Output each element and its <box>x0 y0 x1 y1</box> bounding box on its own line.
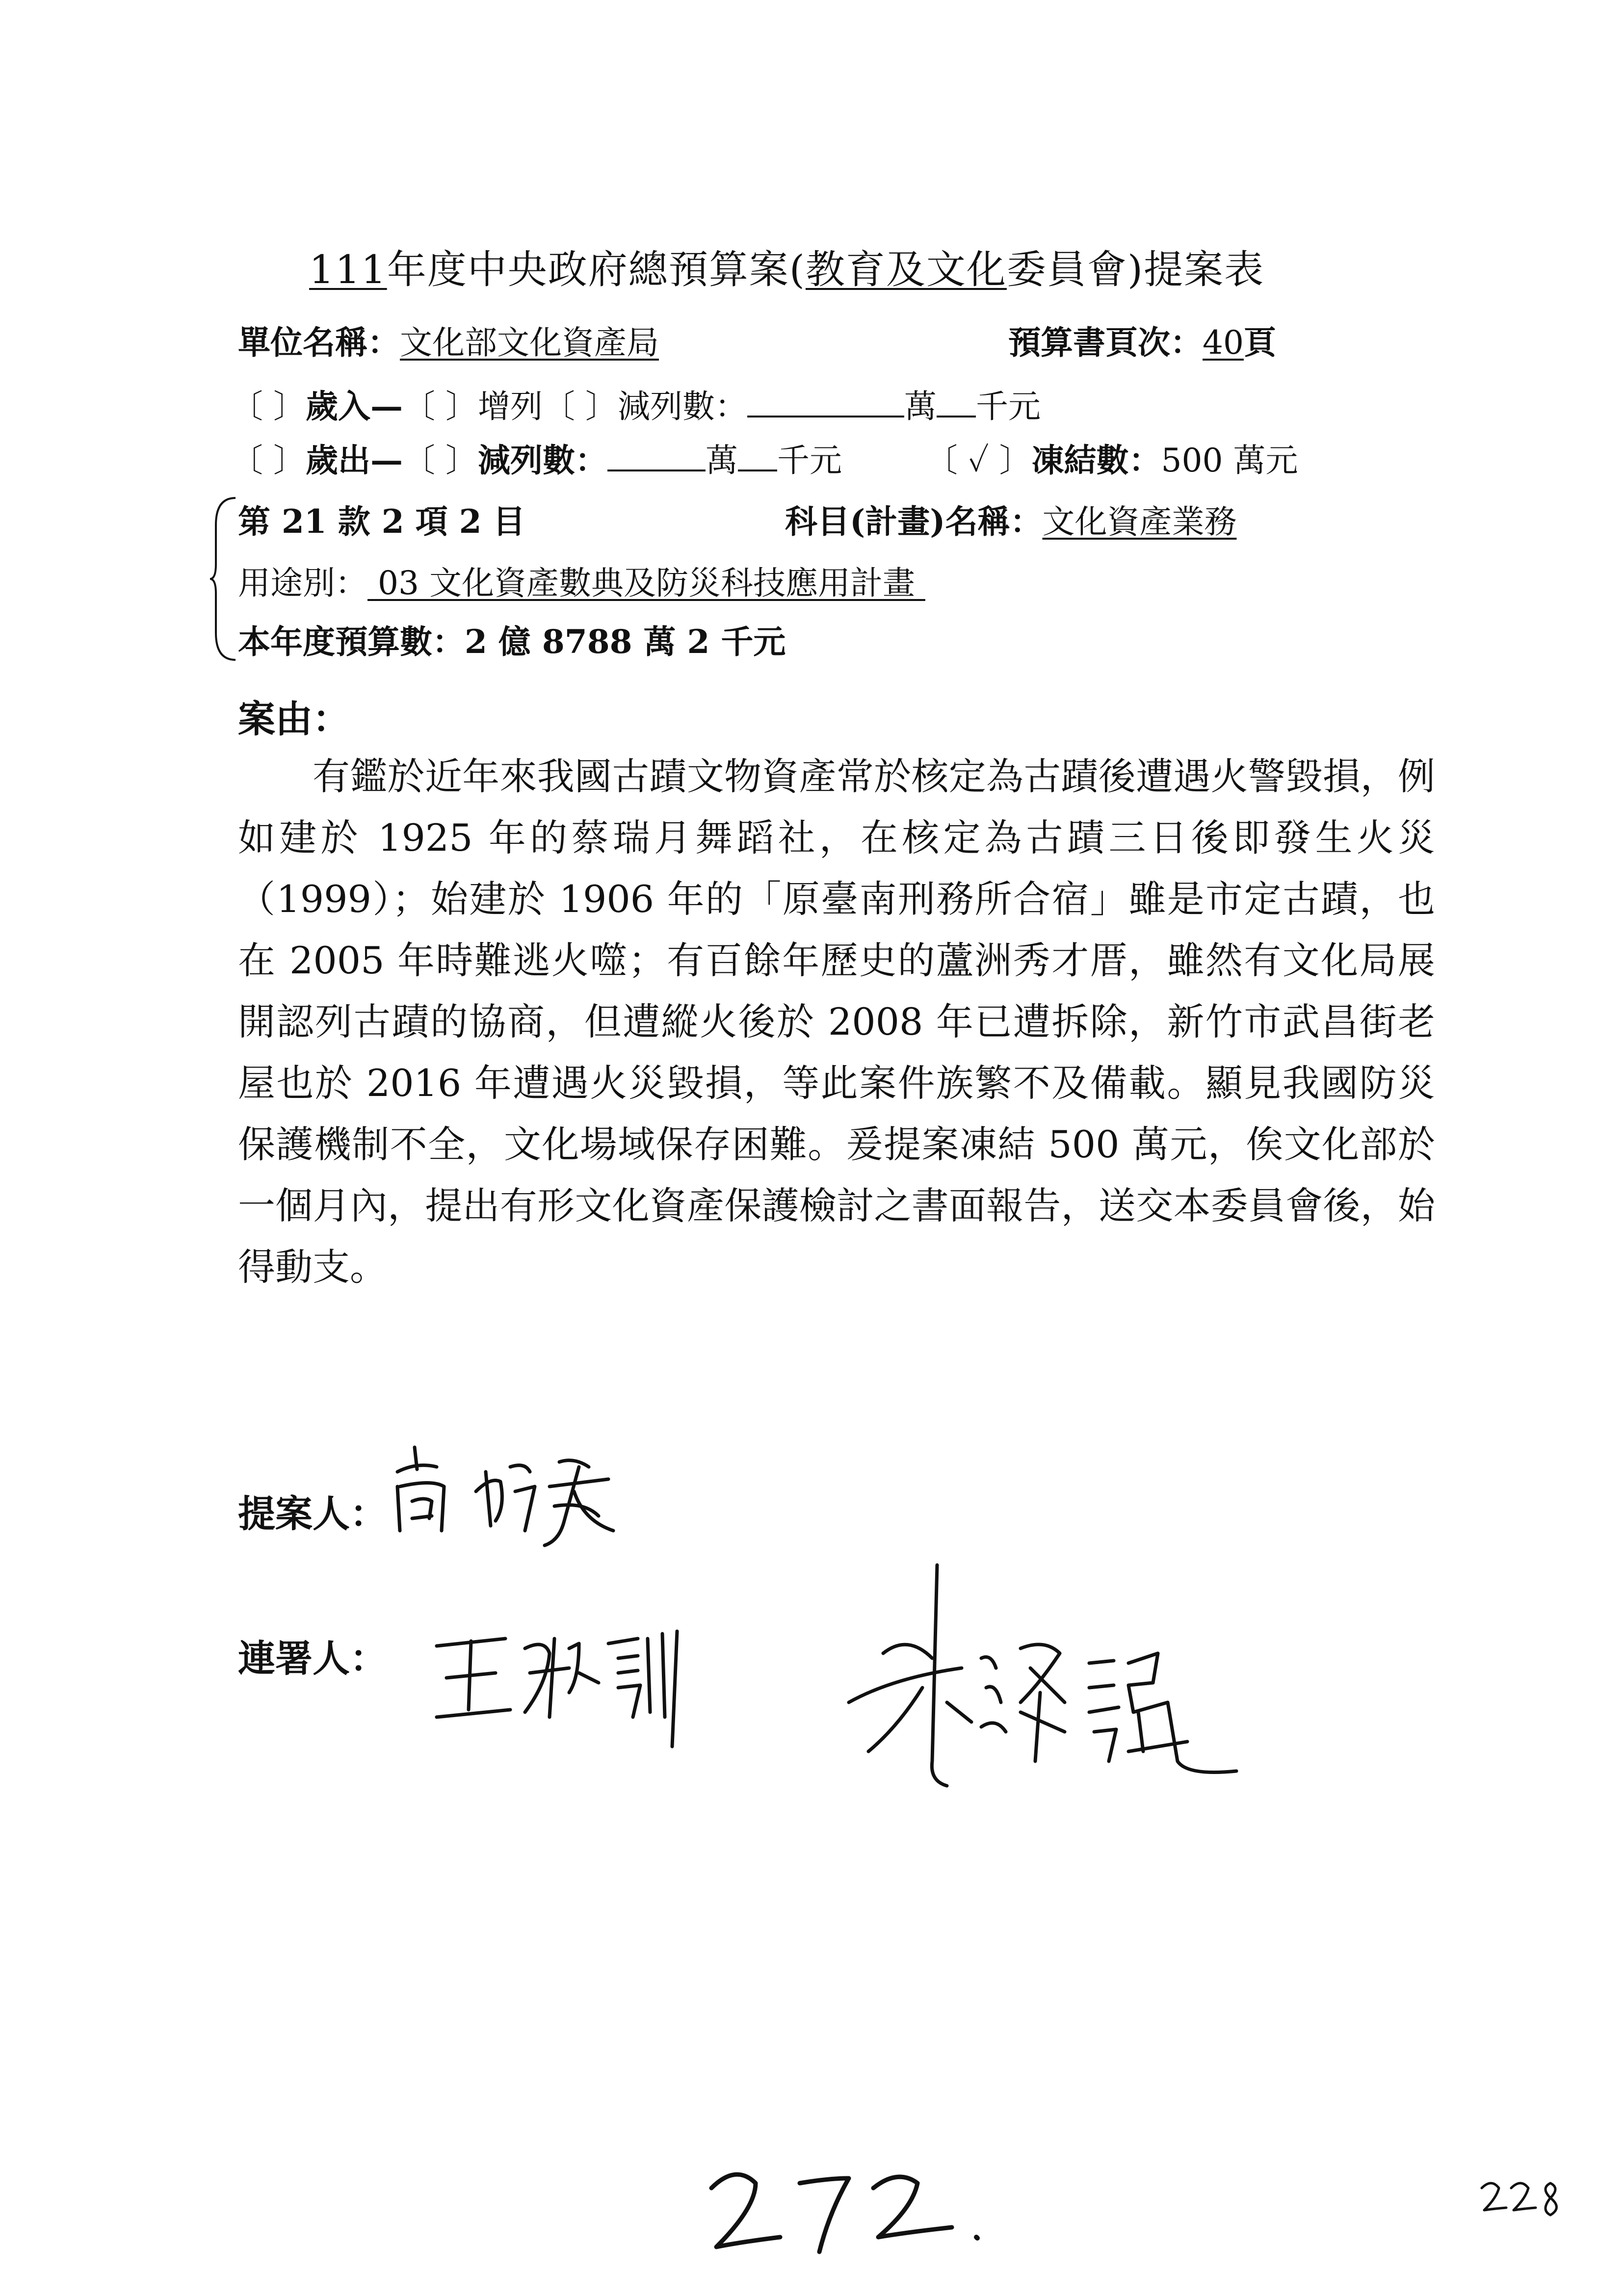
account-row <box>238 496 525 542</box>
title-year: 111 <box>309 247 387 292</box>
expense-wan-label: 萬 <box>705 442 738 479</box>
revenue-wan-blank <box>747 386 904 417</box>
page-ref-suffix: 頁 <box>1243 323 1276 362</box>
budget-label: 本年度預算數： <box>238 623 465 661</box>
expense-decrease-label: 減列數： <box>477 441 607 479</box>
purpose-row <box>238 557 925 603</box>
title-committee: 教育及文化 <box>805 247 1007 292</box>
page-ref-value: 40 <box>1203 324 1244 362</box>
revenue-row <box>231 380 1041 427</box>
cosigner-signature-1 <box>432 1619 707 1756</box>
proposer-label: 提案人： <box>238 1492 387 1536</box>
reason-text: 有鑑於近年來我國古蹟文物資產常於核定為古蹟後遭遇火警毀損，例如建於 1925 年的蔡瑞月舞蹈社，在核定為古蹟三日後即發生火災（1999）；始建於 1906 年的「原臺南刑務所合宿」雖是市定古蹟，也在 2005 年時難逃火噬；有百餘年歷史的蘆洲秀才厝，雖然有文化局展開認列古蹟的協商，但遭縱火後於 2008 年已遭拆除，新竹市武昌街老屋也於 2016 年遭遇火災毀損，等此案件族繁不及備載。顯見我國防災保護機制不全，文化場域保存困難。爰提案凍結 500 萬元，俟文化部於一個月內，提出有形文化資產保護檢討之書面報告，送交本委員會後，始得動支。 <box>238 755 1435 1289</box>
title-text-b: 委員會)提案表 <box>1006 247 1265 292</box>
unit-row <box>238 316 1276 363</box>
title-text-a: 年度中央政府總預算案( <box>387 247 806 292</box>
expense-qian-label: 千元 <box>777 442 842 479</box>
handwritten-page-number <box>702 2154 996 2271</box>
revenue-label: 歲入— <box>305 387 403 425</box>
purpose-label: 用途別： <box>238 564 367 602</box>
unit-label: 單位名稱： <box>238 323 400 362</box>
account-kuan: 第 21 款 2 項 2 目 <box>238 502 525 541</box>
subject-label: 科目(計畫)名稱： <box>785 502 1043 541</box>
revenue-increase-bracket: 〔 〕 <box>402 388 478 425</box>
subject-value: 文化資產業務 <box>1042 503 1237 541</box>
budget-value: 2 億 8788 萬 2 千元 <box>465 623 786 661</box>
expense-bracket: 〔 〕 <box>231 442 306 479</box>
expense-wan-blank <box>607 440 706 471</box>
page-ref-label: 預算書頁次： <box>1008 323 1203 362</box>
revenue-decrease-bracket: 〔 〕 <box>542 388 618 425</box>
expense-qian-blank <box>738 440 777 471</box>
freeze-value: 500 萬元 <box>1161 442 1298 479</box>
revenue-wan-label: 萬 <box>904 388 937 425</box>
expense-decrease-bracket: 〔 〕 <box>402 442 478 479</box>
unit-value: 文化部文化資產局 <box>400 324 659 362</box>
revenue-bracket: 〔 〕 <box>231 388 306 425</box>
budget-row <box>238 616 786 662</box>
revenue-increase-label: 增列 <box>477 388 543 425</box>
cosigner-signature-2 <box>834 1555 1251 1810</box>
subject-row <box>785 496 1236 542</box>
expense-row <box>231 434 1298 481</box>
freeze-label: 凍結數： <box>1031 441 1161 479</box>
purpose-value: 03 文化資產數典及防災科技應用計畫 <box>367 564 925 602</box>
revenue-decrease-label: 減列數： <box>617 388 747 425</box>
expense-label: 歲出— <box>305 441 403 479</box>
freeze-bracket: 〔 ✓ 〕 <box>925 442 1032 479</box>
revenue-qian-label: 千元 <box>975 388 1041 425</box>
page-title <box>309 238 1264 294</box>
revenue-qian-blank <box>937 386 976 417</box>
reason-label: 案由： <box>238 697 350 741</box>
proposer-signature <box>378 1433 653 1560</box>
handwritten-corner-number <box>1477 2168 1575 2227</box>
grouping-brace <box>209 496 238 662</box>
cosigner-label: 連署人： <box>238 1637 387 1680</box>
